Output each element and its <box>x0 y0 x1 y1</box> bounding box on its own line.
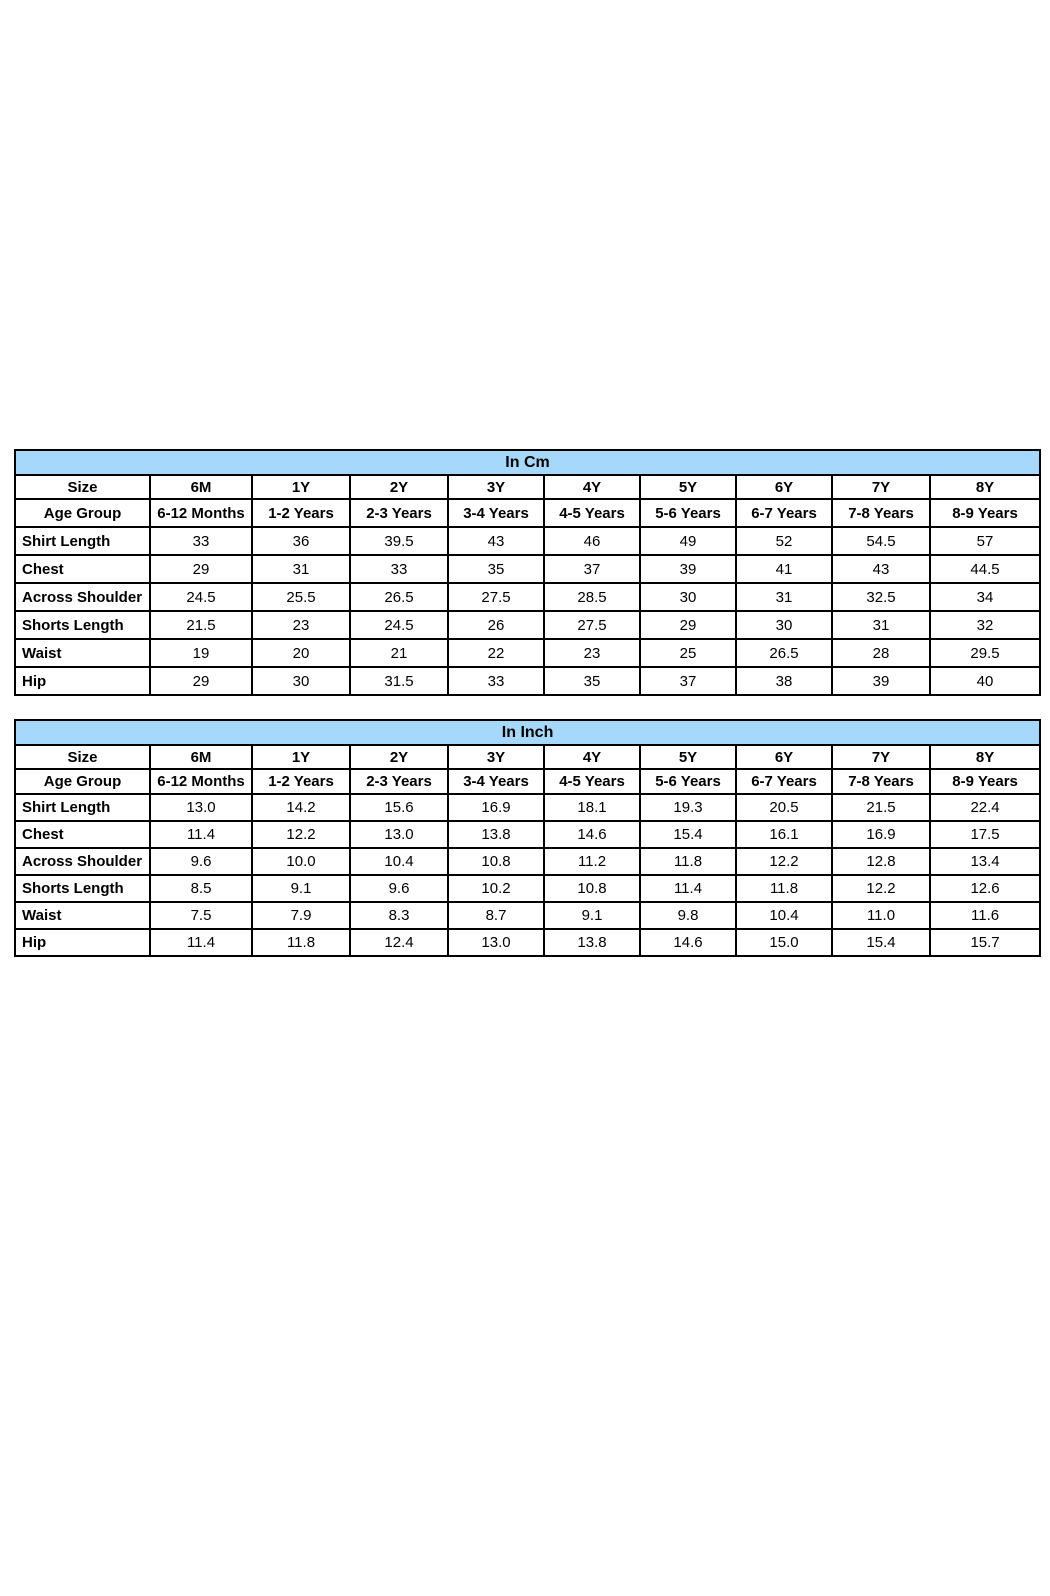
measurement-value: 25.5 <box>252 583 350 611</box>
measurement-label: Waist <box>15 902 150 929</box>
measurement-value: 11.8 <box>252 929 350 956</box>
measurement-value: 9.1 <box>252 875 350 902</box>
measurement-label: Shorts Length <box>15 875 150 902</box>
measurement-value: 24.5 <box>350 611 448 639</box>
measurement-value: 35 <box>544 667 640 695</box>
measurement-value: 10.4 <box>736 902 832 929</box>
measurement-value: 10.2 <box>448 875 544 902</box>
measurement-label: Chest <box>15 821 150 848</box>
table-row <box>15 527 1040 555</box>
measurement-value: 8.3 <box>350 902 448 929</box>
measurement-value: 46 <box>544 527 640 555</box>
size-cell: 2Y <box>350 475 448 499</box>
measurement-value: 7.5 <box>150 902 252 929</box>
size-cell: 5Y <box>640 745 736 769</box>
age-group-cell: 1-2 Years <box>252 499 350 527</box>
size-label: Size <box>15 745 150 769</box>
measurement-value: 37 <box>544 555 640 583</box>
size-cell: 1Y <box>252 745 350 769</box>
measurement-value: 32.5 <box>832 583 930 611</box>
table-row <box>15 848 1040 875</box>
age-group-cell: 7-8 Years <box>832 769 930 794</box>
age-group-cell: 6-7 Years <box>736 769 832 794</box>
age-group-cell: 2-3 Years <box>350 499 448 527</box>
age-group-cell: 5-6 Years <box>640 499 736 527</box>
measurement-value: 26 <box>448 611 544 639</box>
age-group-label: Age Group <box>15 499 150 527</box>
table-row <box>15 667 1040 695</box>
size-cell: 8Y <box>930 745 1040 769</box>
measurement-value: 18.1 <box>544 794 640 821</box>
measurement-value: 12.2 <box>736 848 832 875</box>
measurement-value: 39 <box>640 555 736 583</box>
table-row <box>15 639 1040 667</box>
measurement-value: 21.5 <box>150 611 252 639</box>
age-group-row <box>15 499 1040 527</box>
measurement-value: 30 <box>640 583 736 611</box>
measurement-value: 16.1 <box>736 821 832 848</box>
measurement-value: 9.1 <box>544 902 640 929</box>
measurement-label: Across Shoulder <box>15 848 150 875</box>
age-group-row <box>15 769 1040 794</box>
age-group-label: Age Group <box>15 769 150 794</box>
measurement-value: 13.8 <box>544 929 640 956</box>
age-group-cell: 4-5 Years <box>544 499 640 527</box>
age-group-cell: 2-3 Years <box>350 769 448 794</box>
measurement-value: 14.2 <box>252 794 350 821</box>
measurement-value: 43 <box>832 555 930 583</box>
table-row <box>15 929 1040 956</box>
measurement-value: 16.9 <box>832 821 930 848</box>
table-title: In Cm <box>15 450 1040 475</box>
measurement-value: 13.0 <box>448 929 544 956</box>
size-label: Size <box>15 475 150 499</box>
measurement-value: 22.4 <box>930 794 1040 821</box>
size-header-row <box>15 745 1040 769</box>
measurement-value: 37 <box>640 667 736 695</box>
size-chart-cm <box>14 449 1039 696</box>
table-row <box>15 555 1040 583</box>
size-cell: 4Y <box>544 745 640 769</box>
measurement-value: 15.4 <box>832 929 930 956</box>
measurement-value: 12.8 <box>832 848 930 875</box>
age-group-cell: 4-5 Years <box>544 769 640 794</box>
measurement-value: 29 <box>640 611 736 639</box>
measurement-label: Chest <box>15 555 150 583</box>
age-group-cell: 1-2 Years <box>252 769 350 794</box>
measurement-value: 19.3 <box>640 794 736 821</box>
measurement-value: 20 <box>252 639 350 667</box>
measurement-value: 20.5 <box>736 794 832 821</box>
measurement-value: 17.5 <box>930 821 1040 848</box>
measurement-value: 36 <box>252 527 350 555</box>
age-group-cell: 6-12 Months <box>150 769 252 794</box>
age-group-cell: 3-4 Years <box>448 769 544 794</box>
measurement-value: 13.4 <box>930 848 1040 875</box>
measurement-value: 39.5 <box>350 527 448 555</box>
size-header-row <box>15 475 1040 499</box>
measurement-value: 8.5 <box>150 875 252 902</box>
measurement-value: 10.8 <box>544 875 640 902</box>
measurement-value: 40 <box>930 667 1040 695</box>
measurement-value: 32 <box>930 611 1040 639</box>
measurement-value: 30 <box>736 611 832 639</box>
measurement-value: 10.4 <box>350 848 448 875</box>
measurement-value: 33 <box>350 555 448 583</box>
size-cell: 6M <box>150 745 252 769</box>
size-cell: 3Y <box>448 475 544 499</box>
table-row <box>15 821 1040 848</box>
measurement-label: Across Shoulder <box>15 583 150 611</box>
measurement-value: 52 <box>736 527 832 555</box>
measurement-value: 16.9 <box>448 794 544 821</box>
size-cell: 6Y <box>736 475 832 499</box>
age-group-cell: 8-9 Years <box>930 769 1040 794</box>
measurement-value: 30 <box>252 667 350 695</box>
measurement-value: 23 <box>252 611 350 639</box>
measurement-value: 27.5 <box>448 583 544 611</box>
measurement-value: 7.9 <box>252 902 350 929</box>
measurement-value: 27.5 <box>544 611 640 639</box>
age-group-cell: 3-4 Years <box>448 499 544 527</box>
measurement-value: 31 <box>736 583 832 611</box>
measurement-value: 57 <box>930 527 1040 555</box>
size-table-inch <box>14 719 1041 957</box>
measurement-value: 15.4 <box>640 821 736 848</box>
measurement-value: 28 <box>832 639 930 667</box>
measurement-value: 44.5 <box>930 555 1040 583</box>
measurement-label: Waist <box>15 639 150 667</box>
measurement-value: 13.0 <box>350 821 448 848</box>
measurement-value: 11.8 <box>640 848 736 875</box>
size-cell: 2Y <box>350 745 448 769</box>
measurement-value: 24.5 <box>150 583 252 611</box>
measurement-value: 33 <box>150 527 252 555</box>
measurement-value: 29 <box>150 555 252 583</box>
size-cell: 7Y <box>832 745 930 769</box>
measurement-value: 33 <box>448 667 544 695</box>
measurement-value: 31.5 <box>350 667 448 695</box>
measurement-value: 21.5 <box>832 794 930 821</box>
size-table-cm <box>14 449 1041 696</box>
measurement-value: 41 <box>736 555 832 583</box>
table-row <box>15 794 1040 821</box>
age-group-cell: 5-6 Years <box>640 769 736 794</box>
table-row <box>15 583 1040 611</box>
measurement-value: 10.0 <box>252 848 350 875</box>
measurement-value: 26.5 <box>736 639 832 667</box>
table-row <box>15 611 1040 639</box>
measurement-value: 15.6 <box>350 794 448 821</box>
measurement-value: 8.7 <box>448 902 544 929</box>
measurement-value: 34 <box>930 583 1040 611</box>
age-group-cell: 7-8 Years <box>832 499 930 527</box>
measurement-value: 26.5 <box>350 583 448 611</box>
measurement-label: Hip <box>15 667 150 695</box>
size-cell: 1Y <box>252 475 350 499</box>
measurement-value: 12.2 <box>832 875 930 902</box>
age-group-cell: 6-7 Years <box>736 499 832 527</box>
measurement-value: 14.6 <box>544 821 640 848</box>
measurement-value: 19 <box>150 639 252 667</box>
size-cell: 7Y <box>832 475 930 499</box>
measurement-value: 11.4 <box>150 821 252 848</box>
size-cell: 8Y <box>930 475 1040 499</box>
measurement-value: 23 <box>544 639 640 667</box>
measurement-value: 43 <box>448 527 544 555</box>
measurement-value: 35 <box>448 555 544 583</box>
measurement-value: 11.4 <box>640 875 736 902</box>
measurement-value: 13.8 <box>448 821 544 848</box>
size-cell: 3Y <box>448 745 544 769</box>
table-row <box>15 902 1040 929</box>
measurement-value: 12.6 <box>930 875 1040 902</box>
measurement-value: 14.6 <box>640 929 736 956</box>
measurement-value: 11.0 <box>832 902 930 929</box>
measurement-value: 11.2 <box>544 848 640 875</box>
size-chart-inch <box>14 719 1039 957</box>
measurement-value: 11.4 <box>150 929 252 956</box>
measurement-value: 10.8 <box>448 848 544 875</box>
measurement-value: 12.2 <box>252 821 350 848</box>
table-row <box>15 875 1040 902</box>
measurement-label: Hip <box>15 929 150 956</box>
measurement-value: 12.4 <box>350 929 448 956</box>
measurement-value: 54.5 <box>832 527 930 555</box>
measurement-label: Shirt Length <box>15 527 150 555</box>
size-cell: 6Y <box>736 745 832 769</box>
size-cell: 4Y <box>544 475 640 499</box>
measurement-value: 15.7 <box>930 929 1040 956</box>
table-title: In Inch <box>15 720 1040 745</box>
measurement-value: 39 <box>832 667 930 695</box>
measurement-value: 9.6 <box>150 848 252 875</box>
measurement-value: 11.8 <box>736 875 832 902</box>
measurement-value: 25 <box>640 639 736 667</box>
measurement-value: 38 <box>736 667 832 695</box>
size-cell: 6M <box>150 475 252 499</box>
age-group-cell: 6-12 Months <box>150 499 252 527</box>
age-group-cell: 8-9 Years <box>930 499 1040 527</box>
measurement-value: 28.5 <box>544 583 640 611</box>
measurement-value: 11.6 <box>930 902 1040 929</box>
measurement-value: 29.5 <box>930 639 1040 667</box>
measurement-value: 21 <box>350 639 448 667</box>
size-cell: 5Y <box>640 475 736 499</box>
measurement-value: 9.6 <box>350 875 448 902</box>
measurement-label: Shorts Length <box>15 611 150 639</box>
measurement-value: 9.8 <box>640 902 736 929</box>
measurement-value: 31 <box>832 611 930 639</box>
measurement-label: Shirt Length <box>15 794 150 821</box>
measurement-value: 49 <box>640 527 736 555</box>
measurement-value: 15.0 <box>736 929 832 956</box>
measurement-value: 13.0 <box>150 794 252 821</box>
measurement-value: 29 <box>150 667 252 695</box>
measurement-value: 31 <box>252 555 350 583</box>
measurement-value: 22 <box>448 639 544 667</box>
